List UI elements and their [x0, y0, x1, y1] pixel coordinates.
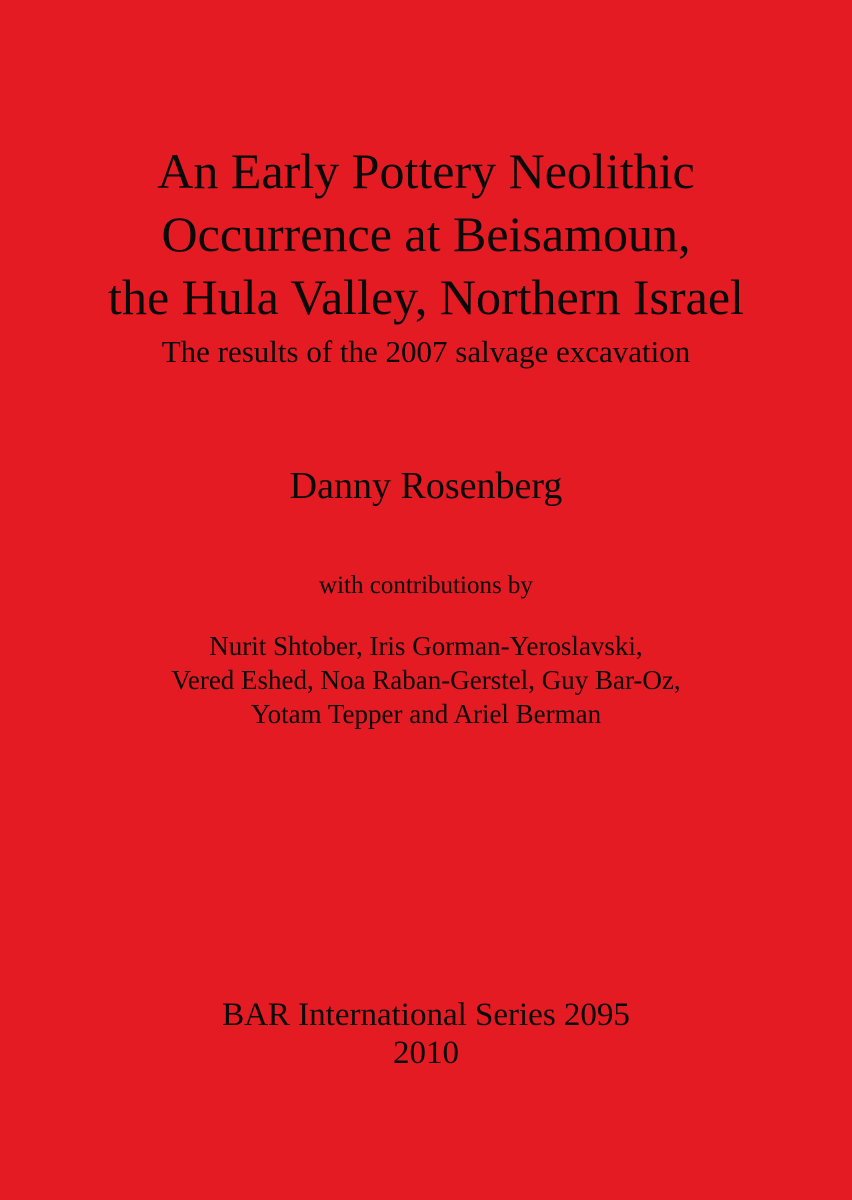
- contributor-line: Nurit Shtober, Iris Gorman-Yeroslavski,: [209, 631, 643, 661]
- title-line: Occurrence at Beisamoun,: [161, 206, 691, 262]
- series-name: BAR International Series 2095: [222, 997, 630, 1033]
- title-line: An Early Pottery Neolithic: [157, 143, 695, 199]
- book-title: [0, 140, 852, 329]
- contributors-list: [0, 629, 852, 731]
- author-name: Danny Rosenberg: [289, 465, 563, 507]
- contributor-line: Vered Eshed, Noa Raban-Gerstel, Guy Bar-Oz,: [171, 665, 681, 695]
- title-line: the Hula Valley, Northern Israel: [108, 269, 744, 325]
- contributions-intro: with contributions by: [319, 572, 533, 599]
- book-subtitle: The results of the 2007 salvage excavation: [161, 334, 691, 369]
- contributor-line: Yotam Tepper and Ariel Berman: [250, 699, 602, 729]
- publication-year: 2010: [393, 1035, 459, 1071]
